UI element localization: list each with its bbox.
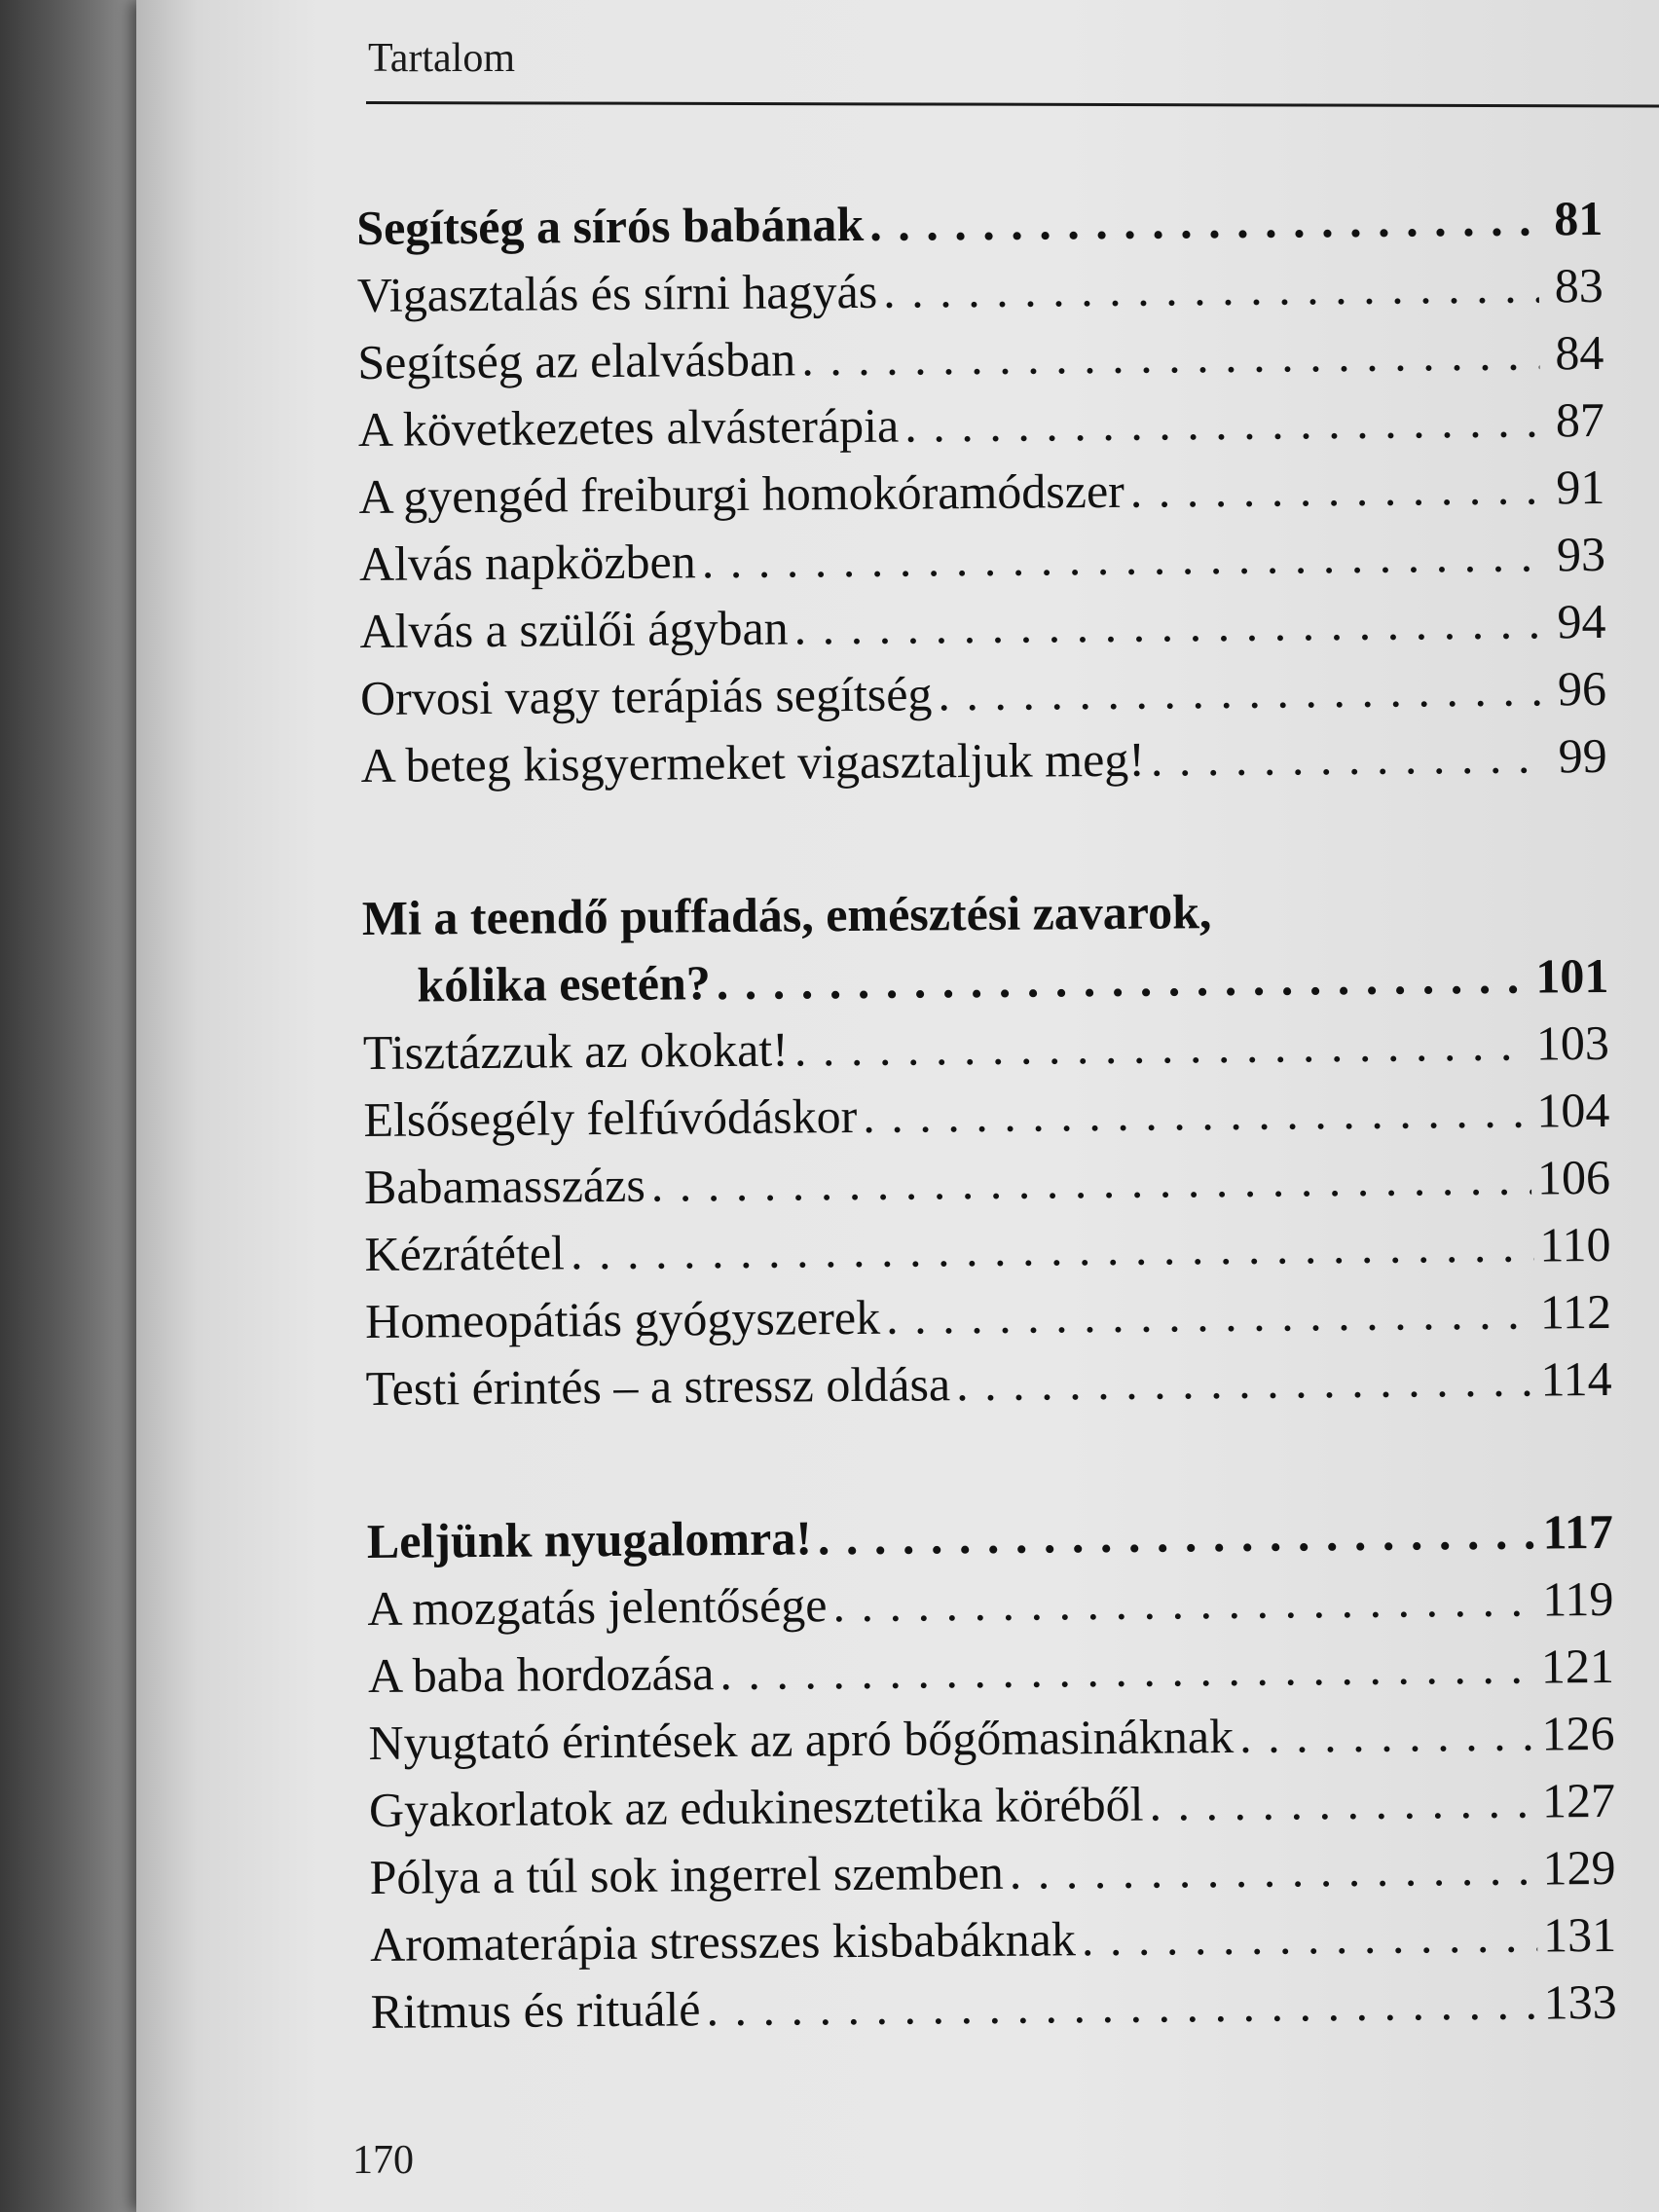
dot-leader <box>938 655 1542 727</box>
toc-section <box>367 1498 1617 2046</box>
dot-leader <box>818 1499 1537 1572</box>
dot-leader <box>863 1078 1531 1150</box>
toc-entry-title: Kézrátétel <box>364 1225 566 1281</box>
toc-heading-page: 101 <box>1535 947 1609 1004</box>
toc-section <box>362 875 1612 1422</box>
toc-entry-title: A gyengéd freiburgi homokóramódszer <box>358 462 1125 524</box>
toc-entry <box>359 588 1606 665</box>
dot-leader <box>883 252 1539 324</box>
toc-heading-title: Segítség a sírós babának <box>356 196 865 255</box>
toc-entry <box>370 1969 1617 2046</box>
toc-entry <box>360 722 1607 799</box>
dot-leader <box>1130 454 1541 524</box>
toc-entry <box>369 1834 1616 1911</box>
toc-entry-page: 119 <box>1541 1570 1614 1627</box>
toc-entry-title: Vigasztalás és sírni hagyás <box>356 263 878 322</box>
toc-entry-title: A következetes alvásterápia <box>357 397 900 457</box>
toc-entry-title: Babamasszázs <box>363 1157 645 1214</box>
toc-heading <box>367 1498 1614 1575</box>
toc-entry-title: Gyakorlatok az edukinesztetika köréből <box>368 1776 1144 1837</box>
toc-entry <box>363 1010 1610 1087</box>
page-number: 170 <box>352 2138 414 2183</box>
toc-entry-page: 129 <box>1542 1839 1616 1896</box>
toc-entry <box>368 1633 1615 1710</box>
toc-entry-title: Aromaterápia stresszes kisbabáknak <box>369 1911 1077 1972</box>
toc-entry-page: 94 <box>1557 593 1606 649</box>
toc-entry <box>357 252 1604 329</box>
dot-leader <box>719 1634 1535 1708</box>
dot-leader <box>1082 1902 1538 1973</box>
dot-leader <box>801 319 1540 392</box>
toc-heading <box>356 185 1604 262</box>
toc-section <box>356 185 1607 799</box>
dot-leader <box>793 588 1541 661</box>
toc-entry-page: 83 <box>1554 257 1604 313</box>
dot-leader <box>651 1145 1532 1219</box>
toc-entry-title: A baba hordozása <box>367 1645 715 1703</box>
toc-entry-page: 84 <box>1555 324 1604 381</box>
dot-leader <box>956 1346 1535 1419</box>
toc-entry-page: 131 <box>1542 1906 1617 1963</box>
toc-entry-page: 87 <box>1555 391 1605 448</box>
toc-entry-title: Alvás a szülői ágyban <box>359 600 789 658</box>
toc-entry-title: Segítség az elalvásban <box>357 331 796 389</box>
toc-heading-title-line2: kólika esetén? <box>417 955 711 1013</box>
dot-leader <box>832 1567 1536 1640</box>
toc-entry-page: 91 <box>1556 459 1605 515</box>
toc-entry <box>363 1077 1610 1154</box>
toc-heading-page: 81 <box>1554 190 1604 246</box>
toc-heading <box>362 942 1609 1019</box>
toc-entry-title: A mozgatás jelentősége <box>367 1577 828 1636</box>
dot-leader <box>886 1279 1534 1351</box>
toc-entry <box>364 1144 1611 1221</box>
toc-heading-page: 117 <box>1542 1503 1614 1560</box>
toc-entry-page: 133 <box>1543 1973 1617 2030</box>
toc-entry <box>359 521 1606 598</box>
toc-entry-title: Ritmus és rituálé <box>370 1981 701 2039</box>
toc-entry <box>357 319 1604 396</box>
toc-entry-title: Alvás napközben <box>358 534 696 591</box>
toc-entry-page: 93 <box>1556 526 1606 582</box>
toc-entry-page: 103 <box>1535 1014 1610 1071</box>
toc-entry-page: 106 <box>1536 1149 1611 1205</box>
toc-entry <box>365 1346 1612 1422</box>
toc-entry-title: Elsősegély felfúvódáskor <box>363 1088 858 1147</box>
toc-entry <box>369 1767 1616 1844</box>
toc-entry <box>358 454 1605 531</box>
toc-entry-page: 96 <box>1557 660 1607 717</box>
running-head: Tartalom <box>368 36 515 81</box>
toc-entry <box>370 1901 1617 1978</box>
dot-leader <box>706 1970 1538 2044</box>
toc-entry-page: 127 <box>1541 1772 1616 1828</box>
toc-entry <box>365 1278 1612 1355</box>
dot-leader <box>1151 722 1543 793</box>
toc-entry-title: Homeopátiás gyógyszerek <box>364 1289 881 1348</box>
toc-entry <box>368 1700 1615 1777</box>
toc-entry-page: 104 <box>1536 1082 1610 1138</box>
toc-heading-title: Leljünk nyugalomra! <box>366 1510 813 1568</box>
toc-entry-title: Nyugtató érintések az apró bőgőmasináknak <box>368 1708 1235 1770</box>
toc-entry <box>367 1566 1614 1642</box>
toc-entry-title: Orvosi vagy terápiás segítség <box>359 666 933 725</box>
dot-leader <box>1149 1768 1536 1838</box>
dot-leader <box>1010 1835 1537 1906</box>
toc-entry-page: 112 <box>1539 1283 1612 1340</box>
toc-entry-page: 110 <box>1539 1216 1611 1272</box>
toc-entry-page: 114 <box>1540 1350 1612 1407</box>
toc-entry-title: Pólya a túl sok ingerrel szemben <box>369 1844 1005 1904</box>
dot-leader <box>717 943 1530 1017</box>
dot-leader <box>571 1212 1534 1287</box>
book-spine-shadow <box>0 0 146 2212</box>
toc-entry-title: Testi érintés – a stressz oldása <box>365 1356 951 1416</box>
toc-entry-title: Tisztázzuk az okokat! <box>362 1021 790 1080</box>
dot-leader <box>701 521 1541 595</box>
toc-entry-title: A beteg kisgyermeket vigasztaljuk meg! <box>360 731 1146 793</box>
dot-leader <box>869 185 1539 257</box>
toc-entry <box>364 1211 1611 1288</box>
table-of-contents <box>356 185 1618 2131</box>
toc-entry-page: 99 <box>1558 727 1607 784</box>
toc-entry-page: 121 <box>1540 1638 1615 1694</box>
dot-leader <box>904 387 1540 459</box>
toc-entry-page: 126 <box>1541 1705 1615 1761</box>
dot-leader <box>1239 1701 1536 1770</box>
dot-leader <box>794 1011 1531 1084</box>
toc-entry <box>358 387 1605 463</box>
toc-entry <box>360 655 1607 732</box>
toc-heading-title-line1: Mi a teendő puffadás, emésztési zavarok, <box>361 884 1212 945</box>
